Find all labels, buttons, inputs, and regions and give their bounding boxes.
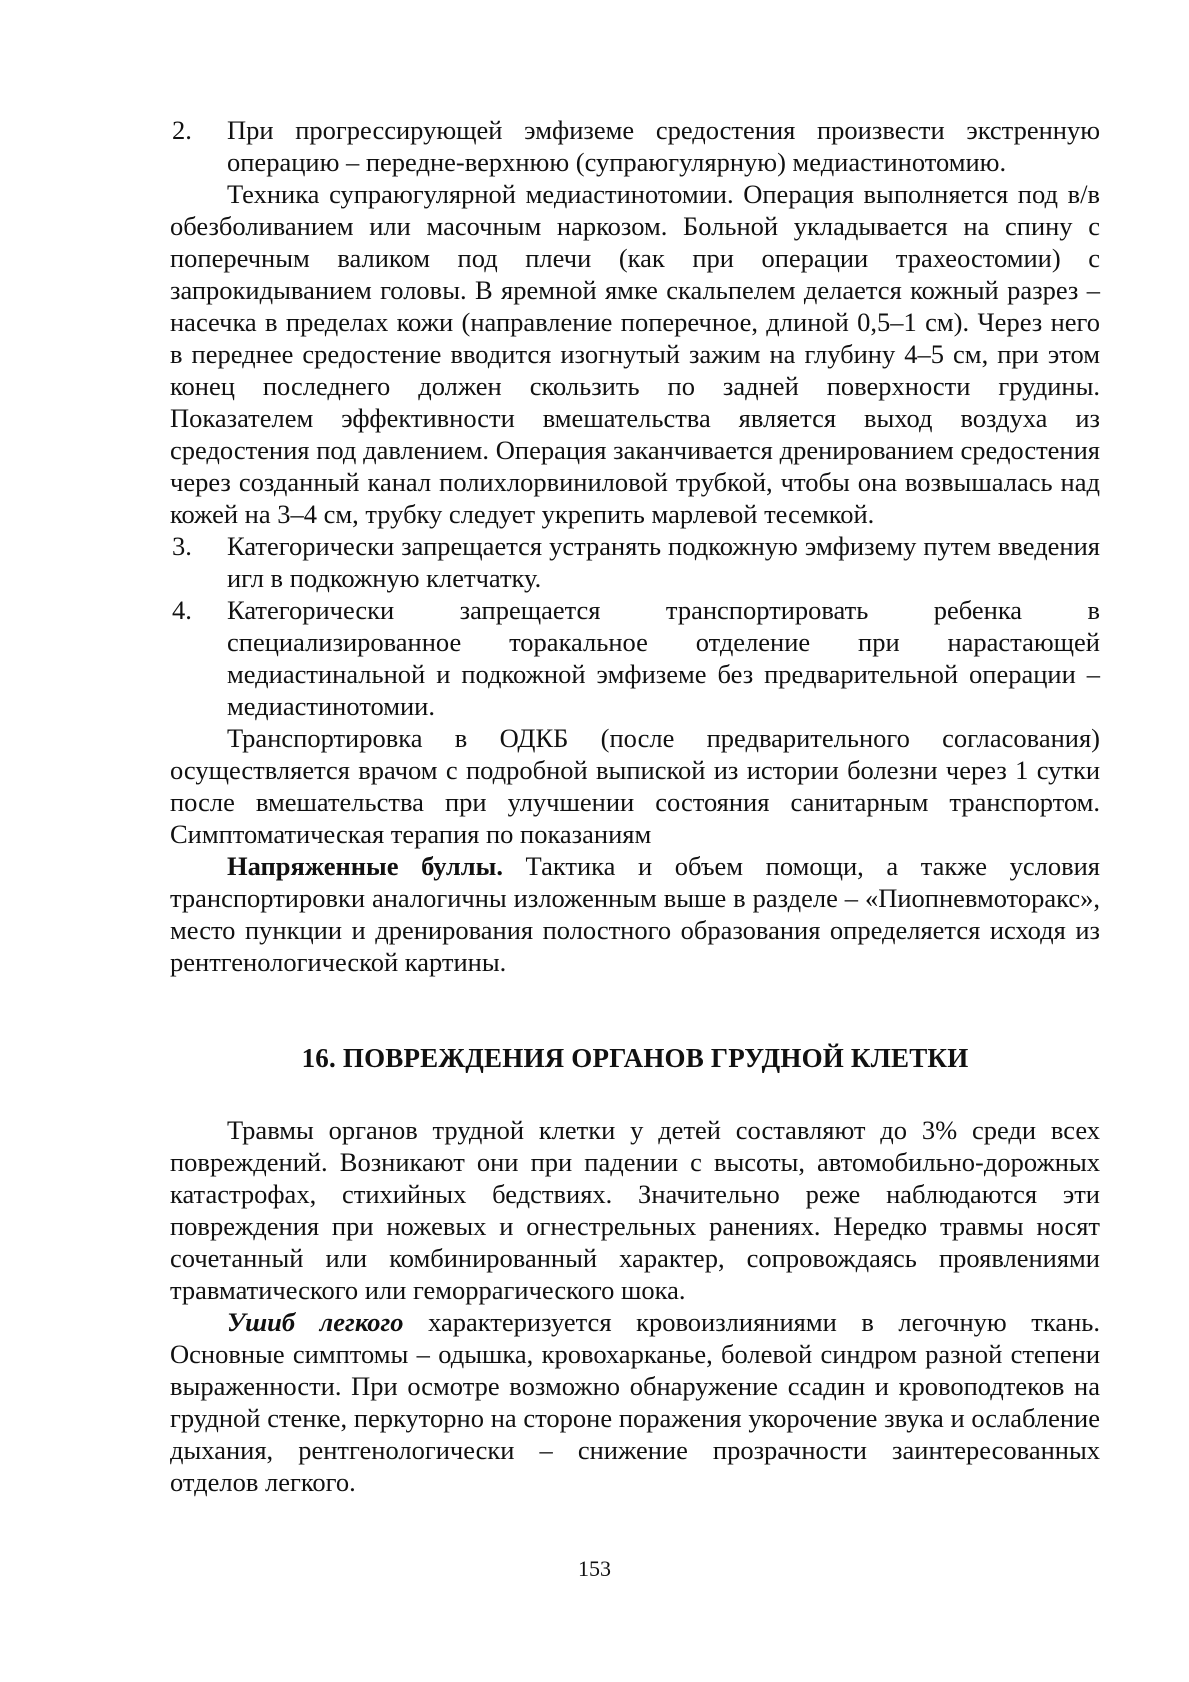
list-item-number: 3. xyxy=(172,531,192,561)
transport-paragraph: Транспортировка в ОДКБ (после предварительного согласования) осуществляется врачом с подробной выпиской из истории болезни через 1 сутки после вмешательства при улучшении состояния санитарным транспортом. Симптоматическая терапия по показаниям xyxy=(170,723,1100,849)
list-item-text: Категорически запрещается устранять подкожную эмфизему путем введения игл в подкожную клетчатку. xyxy=(227,531,1100,593)
list-item-text: Категорически запрещается транспортировать ребенка в специализированное торакальное отделение при нарастающей медиастинальной и подкожной эмфиземе без предварительной операции – медиастинотомии. xyxy=(227,595,1100,721)
trauma-paragraph: Травмы органов трудной клетки у детей составляют до 3% среди всех повреждений. Возникают они при падении с высоты, автомобильно-дорожных катастрофах, стихийных бедствиях. Значительно реже наблюдаются эти повреждения при ножевых и огнестрельных ранениях. Нередко травмы носят сочетанный или комбинированный характер, сопровождаясь проявлениями травматического или геморрагического шока. xyxy=(170,1115,1100,1305)
bullae-lead-term: Напряженные буллы. xyxy=(227,851,503,881)
list-item-number: 2. xyxy=(172,115,192,145)
list-item-3 xyxy=(170,530,1100,594)
section-heading: 16. ПОВРЕЖДЕНИЯ ОРГАНОВ ГРУДНОЙ КЛЕТКИ xyxy=(301,1043,969,1073)
technique-paragraph: Техника супраюгулярной медиастинотомии. Операция выполняется под в/в обезболиванием или масочным наркозом. Больной укладывается на спину с поперечным валиком под плечи (как при операции трахеостомии) с запрокидыванием головы. В яремной ямке скальпелем делается кожный разрез – насечка в пределах кожи (направление поперечное, длиной 0,5–1 см). Через него в переднее средостение вводится изогнутый зажим на глубину 4–5 см, при этом конец последнего должен скользить по задней поверхности грудины. Показателем эффективности вмешательства является выход воздуха из средостения под давлением. Операция заканчивается дренированием средостения через созданный канал полихлорвиниловой трубкой, чтобы она возвышалась над кожей на 3–4 см, трубку следует укрепить марлевой тесемкой. xyxy=(170,179,1100,529)
document-page xyxy=(170,114,1100,1498)
contusion-lead-term: Ушиб легкого xyxy=(227,1307,404,1337)
list-item-4 xyxy=(170,594,1100,722)
contusion-text: характеризуется кровоизлияниями в легочную ткань. Основные симптомы – одышка, кровохарканье, болевой синдром разной степени выраженности. При осмотре возможно обнаружение ссадин и кровоподтеков на грудной стенке, перкуторно на стороне поражения укорочение звука и ослабление дыхания, рентгенологически – снижение прозрачности заинтересованных отделов легкого. xyxy=(170,1307,1100,1497)
bullae-paragraph xyxy=(170,850,1100,978)
list-item-text: При прогрессирующей эмфиземе средостения произвести экстренную операцию – передне-верхнюю (супраюгулярную) медиастинотомию. xyxy=(227,115,1100,177)
list-item-2 xyxy=(170,114,1100,178)
list-item-number: 4. xyxy=(172,595,192,625)
bullae-text: Тактика и объем помощи, а также условия транспортировки аналогичны изложенным выше в разделе – «Пиопневмоторакс», место пункции и дренирования полостного образования определяется исходя из рентгенологической картины. xyxy=(170,851,1100,977)
page-number: 153 xyxy=(578,1556,611,1581)
contusion-paragraph xyxy=(170,1306,1100,1498)
